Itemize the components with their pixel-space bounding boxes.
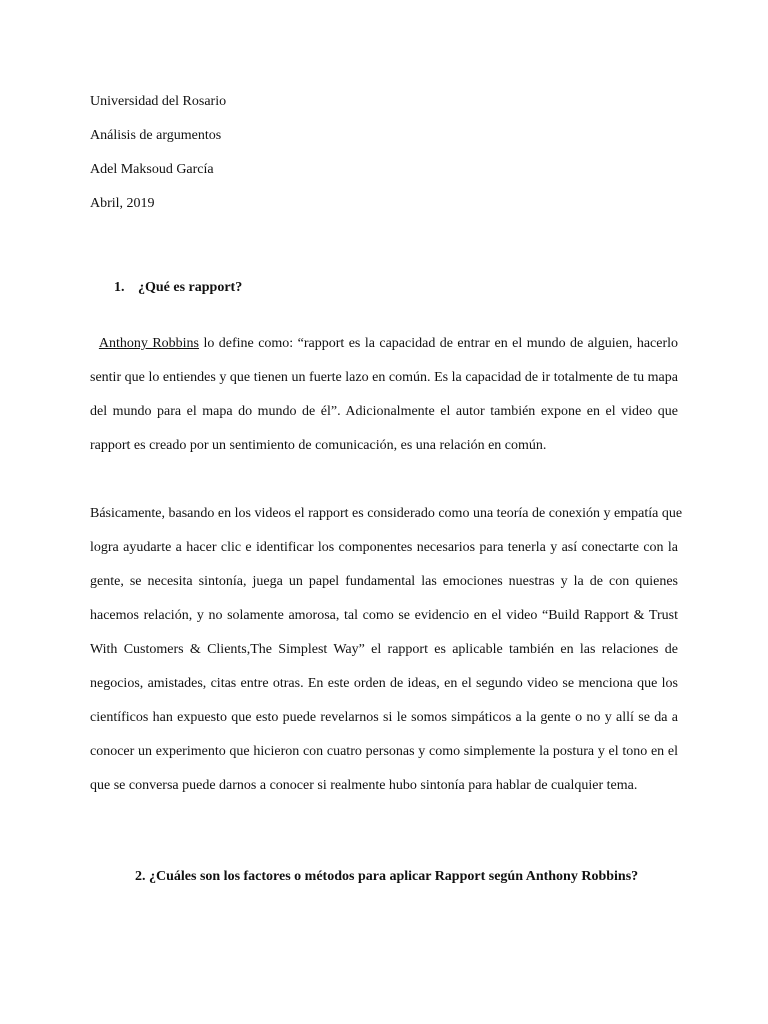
paragraph-line: que se conversa puede darnos a conocer si realmente hubo sintonía para hablar de cualquier tema. [90, 778, 638, 793]
paragraph-line: gente, se necesita sintonía, juega un papel fundamental las emociones nuestras y la de con quienes [90, 574, 678, 589]
paragraph-line: conocer un experimento que hicieron con cuatro personas y como simplemente la postura y el tono en el [90, 744, 678, 759]
section-1-title: ¿Qué es rapport? [138, 280, 243, 295]
paragraph-line: With Customers & Clients,The Simplest Way” el rapport es aplicable también en las relaciones de [90, 642, 678, 657]
anthony-robbins-link[interactable]: Anthony Robbins [98, 336, 200, 351]
paragraph-line: Básicamente, basando en los videos el rapport es considerado como una teoría de conexión y empatía que [90, 506, 683, 521]
paragraph-line: negocios, amistades, citas entre otras. En este orden de ideas, en el segundo video se menciona que los [90, 676, 678, 691]
paragraph-line: hacemos relación, y no solamente amorosa, tal como se evidencio en el video “Build Rapport & Trust [90, 608, 678, 623]
paragraph-line: del mundo para el mapa do mundo de él”. Adicionalmente el autor también expone en el video que [90, 404, 678, 419]
document-date: Abril, 2019 [90, 196, 155, 211]
paragraph-line: científicos han expuesto que esto puede revelarnos si le somos simpáticos a la gente o no y allí se da a [90, 710, 678, 725]
section-1-paragraph-2 [90, 497, 683, 803]
paragraph-line: rapport es creado por un sentimiento de comunicación, es una relación en común. [90, 438, 547, 453]
university-name: Universidad del Rosario [90, 94, 227, 109]
paragraph-line [90, 327, 678, 361]
paragraph-line: logra ayudarte a hacer clic e identificar los componentes necesarios para tenerla y así conectarte con la [90, 540, 678, 555]
paragraph-line-text: lo define como: “rapport es la capacidad de entrar en el mundo de alguien, hacerlo [199, 336, 679, 351]
section-1-heading [114, 280, 242, 296]
course-name: Análisis de argumentos [90, 128, 222, 143]
section-2-heading: 2. ¿Cuáles son los factores o métodos para aplicar Rapport según Anthony Robbins? [135, 869, 639, 884]
paragraph-line: sentir que lo entiendes y que tienen un fuerte lazo en común. Es la capacidad de ir totalmente de tu mapa [90, 370, 678, 385]
author-name: Adel Maksoud García [90, 162, 214, 177]
section-1-number: 1. [114, 280, 125, 295]
section-1-paragraph-1 [90, 327, 678, 463]
